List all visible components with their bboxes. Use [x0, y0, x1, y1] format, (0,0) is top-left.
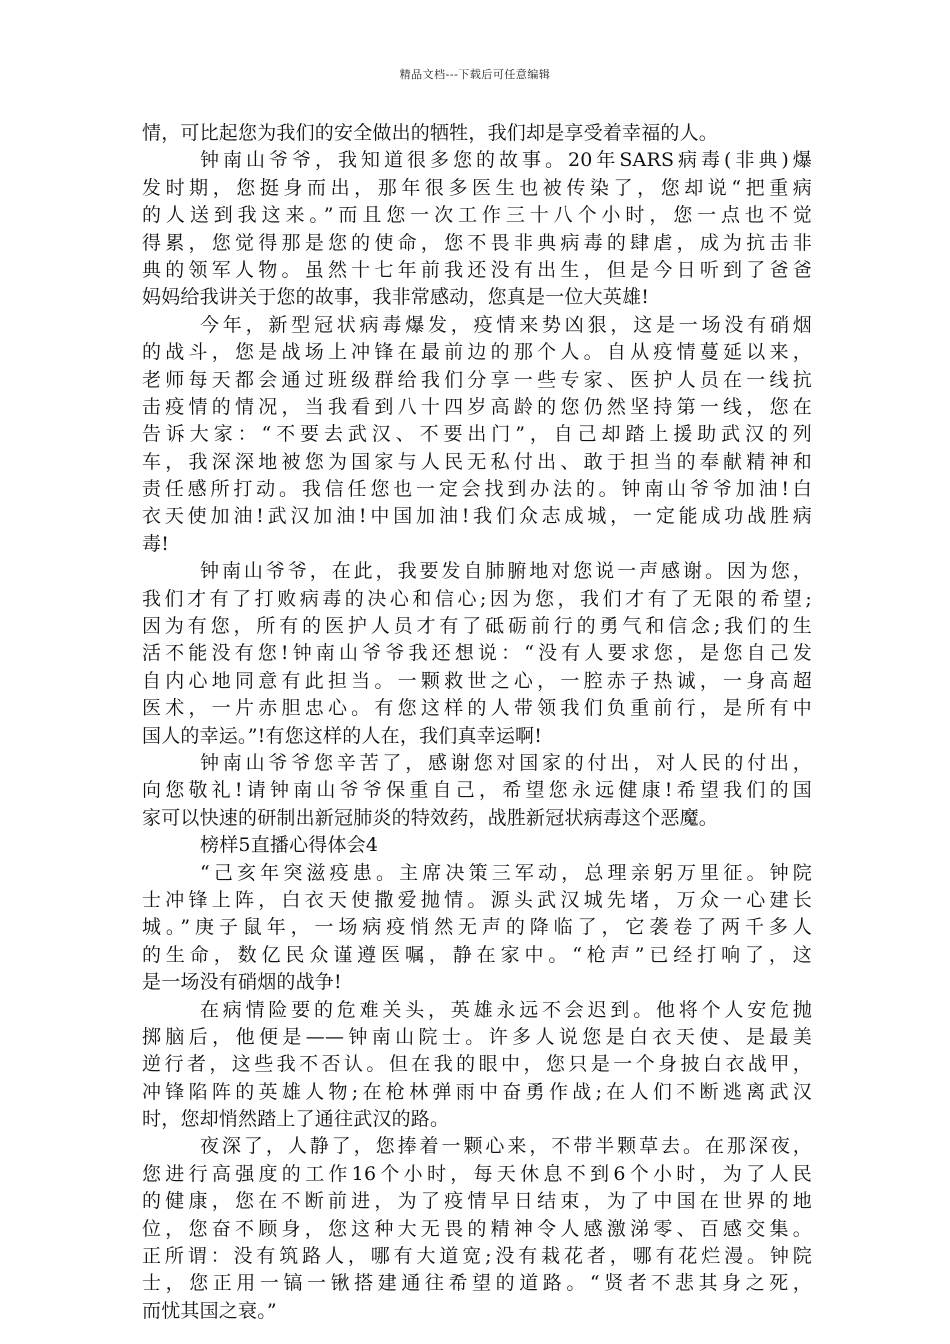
text-line: 夜深了，人静了，您捧着一颗心来，不带半颗草去。在那深夜，: [200, 1135, 812, 1158]
text-line: 车，我深深地被您为国家与人民无私付出、敢于担当的奉献精神和: [142, 450, 812, 473]
text-line: 的战斗，您是战场上冲锋在最前边的那个人。自从疫情蔓延以来，: [142, 341, 812, 364]
page-header: 精品文档---下载后可任意编辑: [399, 68, 551, 81]
text-line: 我们才有了打败病毒的决心和信心;因为您，我们才有了无限的希望;: [142, 587, 812, 610]
text-line: 正所谓：没有筑路人，哪有大道宽;没有栽花者，哪有花烂漫。钟院: [142, 1245, 812, 1268]
text-line: “己亥年突滋疫患。主席决策三军动，总理亲躬万里征。钟院: [200, 861, 812, 884]
text-line: 向您敬礼!请钟南山爷爷保重自己，希望您永远健康!希望我们的国: [142, 779, 812, 802]
text-line: 士冲锋上阵，白衣天使撒爱抛情。源头武汉城先堵，万众一心建长: [142, 888, 812, 911]
text-line: 发时期，您挺身而出，那年很多医生也被传染了，您却说“把重病: [142, 176, 812, 199]
document-body: [142, 120, 812, 1325]
text-line: 而忧其国之衰。”: [142, 1299, 277, 1322]
text-line: 钟南山爷爷，我知道很多您的故事。20年SARS病毒(非典)爆: [200, 149, 812, 172]
text-line: 时，您却悄然踏上了通往武汉的路。: [142, 1108, 450, 1131]
text-line: 城。”庚子鼠年，一场病疫悄然无声的降临了，它袭卷了两千多人: [142, 916, 812, 939]
text-line: 在病情险要的危难关头，英雄永远不会迟到。他将个人安危抛: [200, 998, 812, 1021]
text-line: 您进行高强度的工作16个小时，每天休息不到6个小时，为了人民: [142, 1162, 812, 1185]
text-line: 是一场没有硝烟的战争!: [142, 971, 342, 994]
text-line: 告诉大家：“不要去武汉、不要出门”，自己却踏上援助武汉的列: [142, 423, 812, 446]
text-line: 国人的幸运。”!有您这样的人在，我们真幸运啊!: [142, 724, 543, 747]
text-line: 钟南山爷爷您辛苦了，感谢您对国家的付出，对人民的付出，: [200, 751, 812, 774]
text-line: 家可以快速的研制出新冠肺炎的特效药，战胜新冠状病毒这个恶魔。: [142, 806, 719, 829]
text-line: 妈妈给我讲关于您的故事，我非常感动，您真是一位大英雄!: [142, 286, 650, 309]
text-line: 今年，新型冠状病毒爆发，疫情来势凶狠，这是一场没有硝烟: [200, 313, 812, 336]
text-line: 因为有您，所有的医护人员才有了砥砺前行的勇气和信念;我们的生: [142, 615, 812, 638]
text-line: 击疫情的情况，当我看到八十四岁高龄的您仍然坚持第一线，您在: [142, 395, 812, 418]
text-line: 责任感所打动。我信任您也一定会找到办法的。钟南山爷爷加油!白: [142, 478, 812, 501]
text-line: 自内心地同意有此担当。一颗救世之心，一腔赤子热诚，一身高超: [142, 669, 812, 692]
text-line: 冲锋陷阵的英雄人物;在枪林弹雨中奋勇作战;在人们不断逃离武汉: [142, 1080, 812, 1103]
text-line: 活不能没有您!钟南山爷爷我还想说：“没有人要求您，是您自己发: [142, 642, 812, 665]
text-line: 典的领军人物。虽然十七年前我还没有出生，但是今日听到了爸爸: [142, 258, 812, 281]
text-line: 衣天使加油!武汉加油!中国加油!我们众志成城，一定能成功战胜病: [142, 505, 812, 528]
text-line: 榜样5直播心得体会4: [200, 834, 379, 857]
text-line: 老师每天都会通过班级群给我们分享一些专家、医护人员在一线抗: [142, 368, 812, 391]
text-line: 毒!: [142, 532, 170, 555]
text-line: 的生命，数亿民众谨遵医嘱，静在家中。“枪声”已经打响了，这: [142, 943, 812, 966]
text-line: 位，您奋不顾身，您这种大无畏的精神令人感激涕零、百感交集。: [142, 1217, 812, 1240]
text-line: 士，您正用一镐一锹搭建通往希望的道路。“贤者不悲其身之死，: [142, 1272, 812, 1295]
text-line: 掷脑后，他便是——钟南山院士。许多人说您是白衣天使、是最美: [142, 1025, 812, 1048]
text-line: 钟南山爷爷，在此，我要发自肺腑地对您说一声感谢。因为您，: [200, 560, 812, 583]
text-line: 的人送到我这来。”而且您一次工作三十八个小时，您一点也不觉: [142, 204, 812, 227]
text-line: 逆行者，这些我不否认。但在我的眼中，您只是一个身披白衣战甲，: [142, 1053, 812, 1076]
text-line: 医术，一片赤胆忠心。有您这样的人带领我们负重前行，是所有中: [142, 697, 812, 720]
text-line: 的健康，您在不断前进，为了疫情早日结束，为了中国在世界的地: [142, 1190, 812, 1213]
text-line: 得累，您觉得那是您的使命，您不畏非典病毒的肆虐，成为抗击非: [142, 231, 812, 254]
text-line: 情，可比起您为我们的安全做出的牺牲，我们却是享受着幸福的人。: [142, 122, 719, 144]
